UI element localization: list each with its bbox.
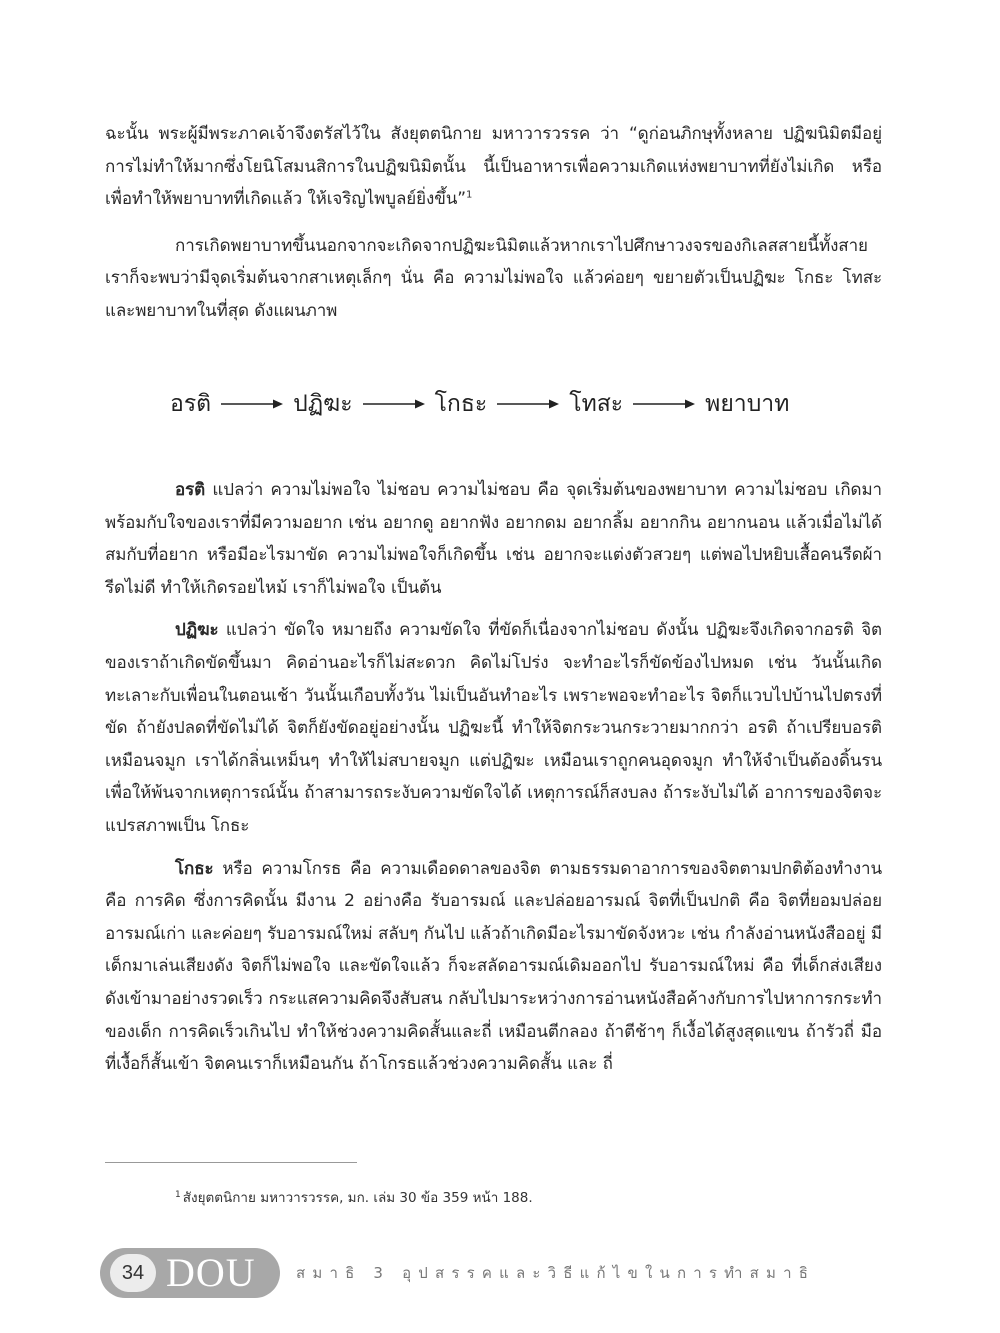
dou-logo: DOU bbox=[166, 1250, 256, 1295]
body-text-definitions bbox=[105, 474, 882, 1091]
footnote-text: สังยุตตนิกาย มหาวารวรรค, มก. เล่ม 30 ข้อ 359 หน้า 188. bbox=[182, 1190, 533, 1206]
flow-step-byapada: พยาบาท bbox=[705, 391, 790, 417]
definition-patigha: แปลว่า ขัดใจ หมายถึง ความขัดใจ ที่ขัดก็เนื่องจากไม่ชอบ ดังนั้น ปฏิฆะจึงเกิดจากอรติ จิตของเราถ้าเกิดขัดขึ้นมา คิดอ่านอะไรก็ไม่สะดวก คิดไม่โปร่ง จะทำอะไรก็ขัดข้องไปหมด เช่น วันนั้นเกิดทะเลาะกับเพื่อนในตอนเช้า วันนั้นเกือบทั้งวัน ไม่เป็นอันทำอะไร เพราะพอจะทำอะไร จิตก็แวบไปบ้านไปตรงที่ขัด ถ้ายังปลดที่ขัดไม่ได้ จิตก็ยังขัดอยู่อย่างนั้น ปฏิฆะนี้ ทำให้จิตกระวนกระวายมากกว่า อรติ ถ้าเปรียบอรติเหมือนจมูก เราได้กลิ่นเหม็นๆ ทำให้ไม่สบายจมูก แต่ปฏิฆะ เหมือนเราถูกคนอุดจมูก ทำให้จำเป็นต้องดิ้นรนเพื่อให้พ้นจากเหตุการณ์นั้น ถ้าสามารถระงับความขัดใจได้ เหตุการณ์ก็สงบลง ถ้าระงับไม่ได้ อาการของจิตจะแปรสภาพเป็น โกธะ bbox=[105, 620, 882, 836]
paragraph-arati bbox=[105, 474, 882, 604]
running-title: สมาธิ 3 อุปสรรคและวิธีแก้ไขในการทำสมาธิ bbox=[296, 1264, 816, 1282]
body-text bbox=[105, 118, 882, 338]
footnote-number: 1 bbox=[175, 1189, 181, 1200]
term-arati: อรติ bbox=[175, 480, 206, 500]
right-arrow-icon bbox=[633, 398, 695, 410]
paragraph-intro: การเกิดพยาบาทขึ้นนอกจากจะเกิดจากปฏิฆะนิมิตแล้วหากเราไปศึกษาวงจรของกิเลสสายนี้ทั้งสาย เราก็จะพบว่ามีจุดเริ่มต้นจากสาเหตุเล็กๆ นั่น คือ ความไม่พอใจ แล้วค่อยๆ ขยายตัวเป็นปฏิฆะ โกธะ โทสะ และพยาบาทในที่สุด ดังแผนภาพ bbox=[105, 235, 882, 321]
term-kodha: โกธะ bbox=[175, 858, 214, 879]
paragraph-quote-text: ฉะนั้น พระผู้มีพระภาคเจ้าจึงตรัสไว้ใน สังยุตตนิกาย มหาวารวรรค ว่า “ดูก่อนภิกษุทั้งหลาย ปฏิฆนิมิตมีอยู่ การไม่ทำให้มากซึ่งโยนิโสมนสิการในปฏิฆนิมิตนั้น นี้เป็นอาหารเพื่อความเกิดแห่งพยาบาทที่ยังไม่เกิด หรือเพื่อทำให้พยาบาทที่เกิดแล้ว ให้เจริญไพบูลย์ยิ่งขึ้น” bbox=[105, 124, 882, 210]
flow-step-dosa: โทสะ bbox=[569, 391, 624, 417]
flow-step-kodha: โกธะ bbox=[434, 391, 488, 417]
right-arrow-icon bbox=[497, 398, 559, 410]
footnote bbox=[175, 1186, 533, 1208]
paragraph-quote bbox=[105, 118, 882, 216]
footnote-ref: 1 bbox=[465, 189, 473, 201]
page-badge bbox=[100, 1248, 280, 1298]
flow-step-arati: อรติ bbox=[170, 391, 212, 417]
paragraph-kodha bbox=[105, 853, 882, 1081]
right-arrow-icon bbox=[363, 398, 425, 410]
definition-arati: แปลว่า ความไม่พอใจ ไม่ชอบ ความไม่ชอบ คือ จุดเริ่มต้นของพยาบาท ความไม่ชอบ เกิดมาพร้อมกับใจของเราที่มีความอยาก เช่น อยากดู อยากฟัง อยากดม อยากลิ้ม อยากกิน อยากนอน แล้วเมื่อไม่ได้สมกับที่อยาก หรือมีอะไรมาขัด ความไม่พอใจก็เกิดขึ้น เช่น อยากจะแต่งตัวสวยๆ แต่พอไปหยิบเสื้อคนรีดผ้า รีดไม่ดี ทำให้เกิดรอยไหม้ เราก็ไม่พอใจ เป็นต้น bbox=[105, 480, 882, 598]
right-arrow-icon bbox=[221, 398, 283, 410]
definition-kodha: หรือ ความโกรธ คือ ความเดือดดาลของจิต ตามธรรมดาอาการของจิตตามปกติต้องทำงาน คือ การคิด ซึ่งการคิดนั้น มีงาน 2 อย่างคือ รับอารมณ์ และปล่อยอารมณ์ จิตที่เป็นปกติ คือ จิตที่ยอมปล่อยอารมณ์เก่า และค่อยๆ รับอารมณ์ใหม่ สลับๆ กันไป แล้วถ้าเกิดมีอะไรมาขัดจังหวะ เช่น กำลังอ่านหนังสืออยู่ มีเด็กมาเล่นเสียงดัง จิตก็ไม่พอใจ และขัดใจแล้ว ก็จะสลัดอารมณ์เดิมออกไป รับอารมณ์ใหม่ คือ ที่เด็กส่งเสียงดังเข้ามาอย่างรวดเร็ว กระแสความคิดจึงสับสน กลับไปมาระหว่างการอ่านหนังสือค้างกับการไปหาการกระทำของเด็ก การคิดเร็วเกินไป ทำให้ช่วงความคิดสั้นและถี่ เหมือนตีกลอง ถ้าตีช้าๆ ก็เงื้อได้สูงสุดแขน ถ้ารัวถี่ มือที่เงื้อก็สั้นเข้า จิตคนเราก็เหมือนกัน ถ้าโกรธแล้วช่วงความคิดสั้น และ ถี่ bbox=[105, 858, 882, 1075]
flow-step-patigha: ปฏิฆะ bbox=[293, 391, 353, 417]
flow-diagram bbox=[170, 380, 830, 428]
page-number: 34 bbox=[110, 1254, 156, 1292]
footnote-divider bbox=[105, 1162, 357, 1163]
term-patigha: ปฏิฆะ bbox=[175, 620, 219, 641]
paragraph-patigha bbox=[105, 614, 882, 842]
page-footer bbox=[100, 1248, 815, 1298]
